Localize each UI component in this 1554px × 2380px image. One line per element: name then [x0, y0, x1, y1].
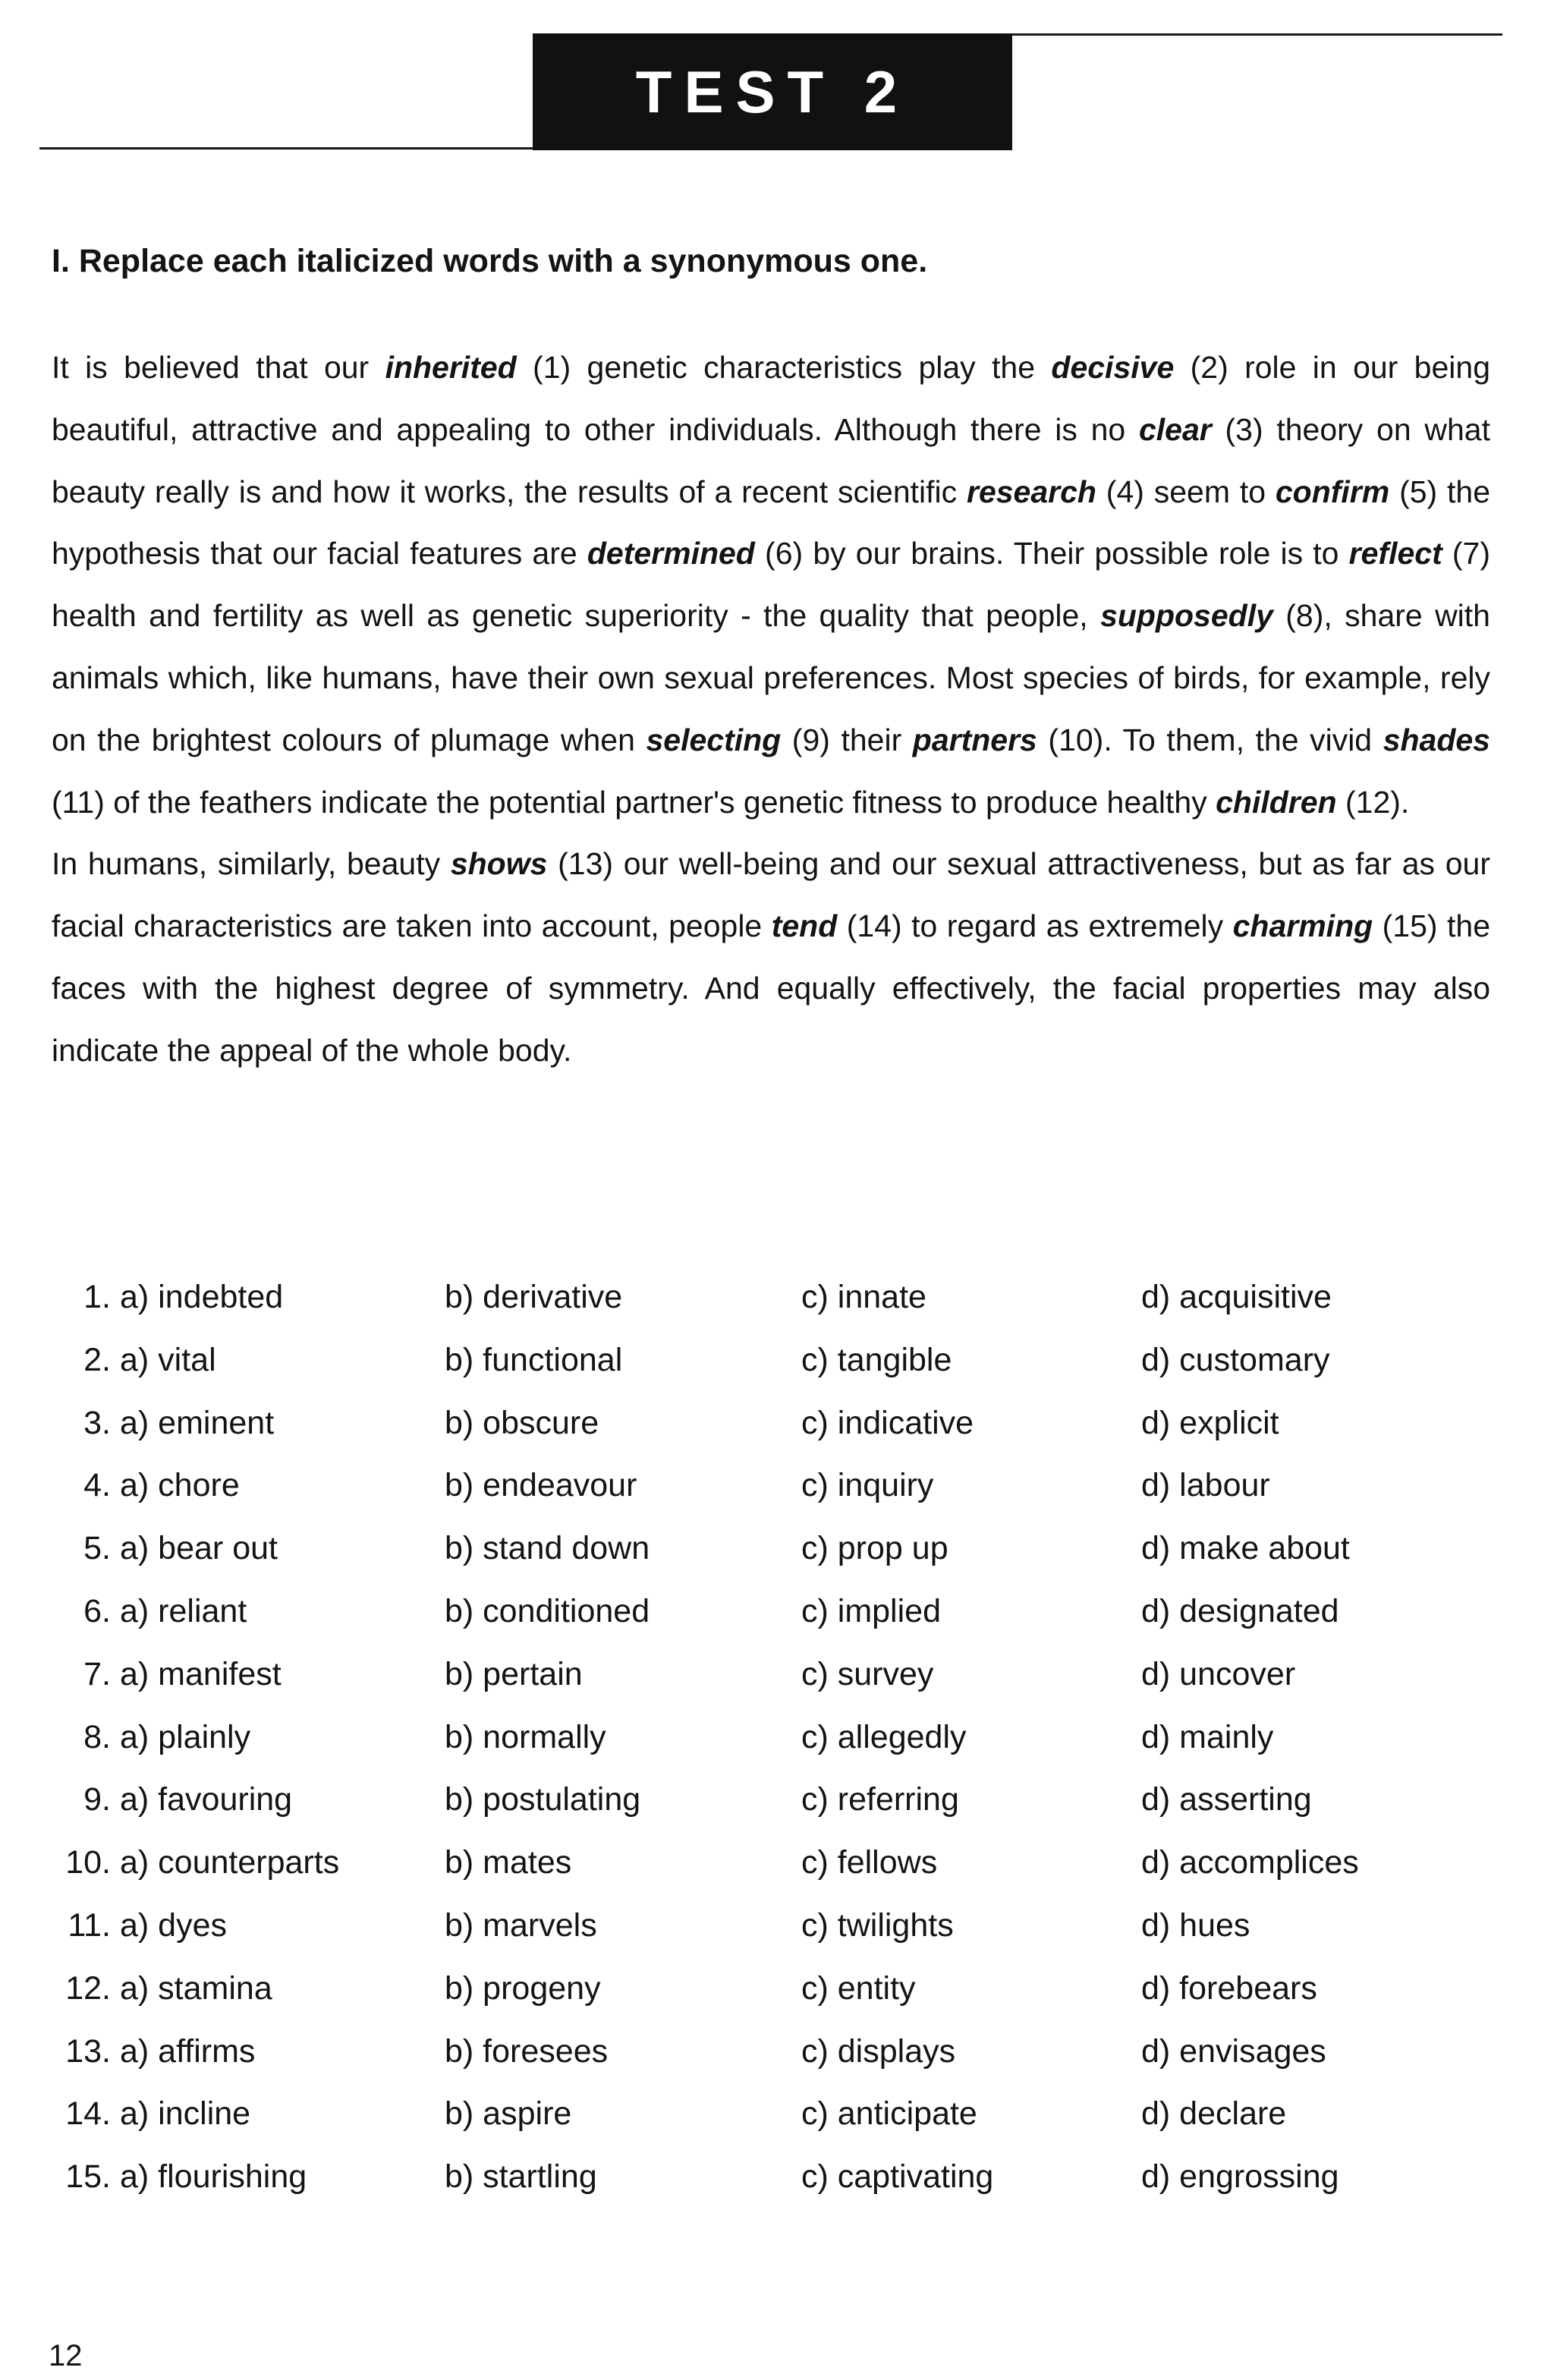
italicized-keyword: supposedly — [1100, 598, 1273, 634]
option-b: b) aspire — [445, 2095, 572, 2133]
option-c: c) indicative — [801, 1404, 974, 1441]
option-c: c) entity — [801, 1969, 916, 2007]
option-d: d) mainly — [1141, 1718, 1274, 1755]
option-row — [52, 1957, 1493, 2020]
passage-text: (2) role in our being beautiful, attractive and appealing to other individuals. Although there is no — [52, 350, 1491, 447]
question-number: 5. — [83, 1530, 111, 1567]
passage-text: (4) seem to — [1096, 474, 1276, 509]
option-a: a) stamina — [120, 1969, 272, 2007]
option-row — [52, 1454, 1493, 1517]
question-number: 12. — [65, 1969, 111, 2007]
option-a: a) counterparts — [120, 1844, 340, 1881]
answer-options-list — [52, 1266, 1493, 2208]
option-a: a) eminent — [120, 1404, 275, 1441]
option-row — [52, 1894, 1493, 1957]
option-b: b) functional — [445, 1341, 623, 1378]
option-c: c) captivating — [801, 2158, 994, 2196]
option-a: a) vital — [120, 1341, 216, 1378]
option-a: a) dyes — [120, 1906, 228, 1944]
question-number: 14. — [65, 2095, 111, 2133]
italicized-keyword: decisive — [1051, 350, 1175, 385]
option-d: d) labour — [1141, 1467, 1270, 1504]
passage-text: In humans, similarly, beauty — [52, 846, 451, 882]
question-number: 4. — [83, 1467, 111, 1504]
passage-text: (14) to regard as extremely — [837, 908, 1233, 944]
option-b: b) postulating — [445, 1781, 641, 1818]
option-row — [52, 1580, 1493, 1643]
option-d: d) acquisitive — [1141, 1279, 1332, 1315]
option-d: d) make about — [1141, 1530, 1350, 1567]
option-d: d) forebears — [1141, 1969, 1317, 2007]
section-heading: I. Replace each italicized words with a synonymous one. — [52, 243, 928, 279]
option-d: d) uncover — [1141, 1655, 1296, 1692]
option-b: b) obscure — [445, 1404, 599, 1441]
option-a: a) bear out — [120, 1530, 278, 1567]
passage-text: It is believed that our — [52, 350, 385, 385]
option-row — [52, 2082, 1493, 2145]
passage-text: (10). To them, the vivid — [1037, 722, 1383, 757]
option-d: d) declare — [1141, 2095, 1287, 2133]
test-title-banner — [533, 33, 1012, 150]
passage-text: (11) of the feathers indicate the potential partner's genetic fitness to produce healthy — [52, 784, 1216, 820]
option-row — [52, 2145, 1493, 2208]
option-b: b) marvels — [445, 1906, 597, 1944]
option-c: c) fellows — [801, 1844, 938, 1881]
option-a: a) chore — [120, 1467, 240, 1504]
question-number: 7. — [83, 1655, 111, 1692]
italicized-keyword: charming — [1232, 908, 1373, 944]
option-row — [52, 1266, 1493, 1329]
question-number: 1. — [83, 1279, 111, 1315]
italicized-keyword: research — [967, 474, 1096, 509]
option-b: b) mates — [445, 1844, 572, 1881]
passage-text: (13) our well-being and our sexual attractiveness, but as far as our facial characteristics are taken into account, people — [52, 846, 1490, 944]
question-number: 10. — [65, 1844, 111, 1881]
option-c: c) survey — [801, 1655, 934, 1692]
italicized-keyword: children — [1216, 784, 1337, 820]
question-number: 2. — [83, 1341, 111, 1378]
option-row — [52, 1831, 1493, 1894]
option-d: d) hues — [1141, 1906, 1250, 1944]
option-c: c) prop up — [801, 1530, 948, 1567]
header-rule-left — [39, 147, 533, 150]
test-title: TEST 2 — [635, 58, 910, 125]
question-number: 13. — [65, 2032, 111, 2070]
passage-text: (12). — [1336, 784, 1410, 820]
option-row — [52, 1517, 1493, 1580]
option-c: c) innate — [801, 1279, 926, 1315]
passage-text: (8), share with animals which, like humans, have their own sexual preferences. Most species of birds, for example, rely on the brightest colours of plumage when — [52, 598, 1490, 757]
option-b: b) stand down — [445, 1530, 650, 1567]
option-a: a) affirms — [120, 2032, 256, 2070]
italicized-keyword: selecting — [646, 722, 782, 757]
option-a: a) incline — [120, 2095, 251, 2133]
option-c: c) inquiry — [801, 1467, 934, 1504]
question-number: 3. — [83, 1404, 111, 1441]
option-c: c) implied — [801, 1592, 941, 1629]
question-number: 6. — [83, 1592, 111, 1629]
question-number: 11. — [68, 1906, 111, 1944]
option-d: d) explicit — [1141, 1404, 1279, 1441]
italicized-keyword: shades — [1383, 722, 1490, 757]
passage-text: (9) their — [781, 722, 913, 757]
option-a: a) plainly — [120, 1718, 251, 1755]
option-a: a) manifest — [120, 1655, 282, 1692]
option-d: d) designated — [1141, 1592, 1339, 1629]
option-d: d) accomplices — [1141, 1844, 1359, 1881]
option-c: c) referring — [801, 1781, 959, 1818]
option-b: b) conditioned — [445, 1592, 650, 1629]
italicized-keyword: tend — [771, 908, 838, 944]
option-b: b) normally — [445, 1718, 606, 1755]
italicized-keyword: reflect — [1348, 536, 1442, 571]
passage-text: (1) genetic characteristics play the — [516, 350, 1052, 385]
option-c: c) allegedly — [801, 1718, 967, 1755]
option-b: b) endeavour — [445, 1467, 637, 1504]
italicized-keyword: determined — [587, 536, 755, 571]
italicized-keyword: clear — [1138, 411, 1212, 447]
passage-text: (15) the faces with the highest degree of symmetry. And equally effectively, the facial properties may also indicate the appeal of the whole body. — [52, 908, 1490, 1068]
option-d: d) customary — [1141, 1341, 1330, 1378]
question-number: 8. — [83, 1718, 111, 1755]
italicized-keyword: shows — [450, 846, 548, 882]
passage-text: (6) by our brains. Their possible role is to — [754, 536, 1349, 571]
option-a: a) favouring — [120, 1781, 293, 1818]
passage-paragraph-1 — [52, 337, 1490, 833]
option-a: a) reliant — [120, 1592, 247, 1629]
option-b: b) startling — [445, 2158, 597, 2196]
option-row — [52, 2020, 1493, 2083]
passage-text: (3) theory on what beauty really is and how it works, the results of a recent scientific — [52, 411, 1490, 509]
italicized-keyword: inherited — [385, 350, 517, 385]
italicized-keyword: confirm — [1275, 474, 1390, 509]
reading-passage — [52, 337, 1490, 1082]
option-c: c) anticipate — [801, 2095, 977, 2133]
option-d: d) engrossing — [1141, 2158, 1339, 2196]
header-rule-right — [1012, 33, 1502, 36]
option-d: d) envisages — [1141, 2032, 1326, 2070]
option-b: b) pertain — [445, 1655, 583, 1692]
option-a: a) indebted — [120, 1279, 284, 1315]
passage-paragraph-2 — [52, 833, 1490, 1081]
page-number: 12 — [49, 2339, 83, 2372]
option-b: b) foresees — [445, 2032, 609, 2070]
passage-text: (7) health and fertility as well as genetic superiority - the quality that people, — [52, 536, 1491, 634]
option-row — [52, 1706, 1493, 1769]
passage-text: (5) the hypothesis that our facial features are — [52, 474, 1491, 571]
option-c: c) displays — [801, 2032, 956, 2070]
italicized-keyword: partners — [912, 722, 1037, 757]
question-number: 9. — [83, 1781, 111, 1818]
option-d: d) asserting — [1141, 1781, 1312, 1818]
option-row — [52, 1768, 1493, 1831]
option-c: c) twilights — [801, 1906, 954, 1944]
question-number: 15. — [65, 2158, 111, 2196]
option-row — [52, 1392, 1493, 1455]
option-row — [52, 1329, 1493, 1392]
option-c: c) tangible — [801, 1341, 952, 1378]
option-b: b) progeny — [445, 1969, 601, 2007]
option-row — [52, 1643, 1493, 1706]
option-b: b) derivative — [445, 1279, 623, 1315]
option-a: a) flourishing — [120, 2158, 307, 2196]
